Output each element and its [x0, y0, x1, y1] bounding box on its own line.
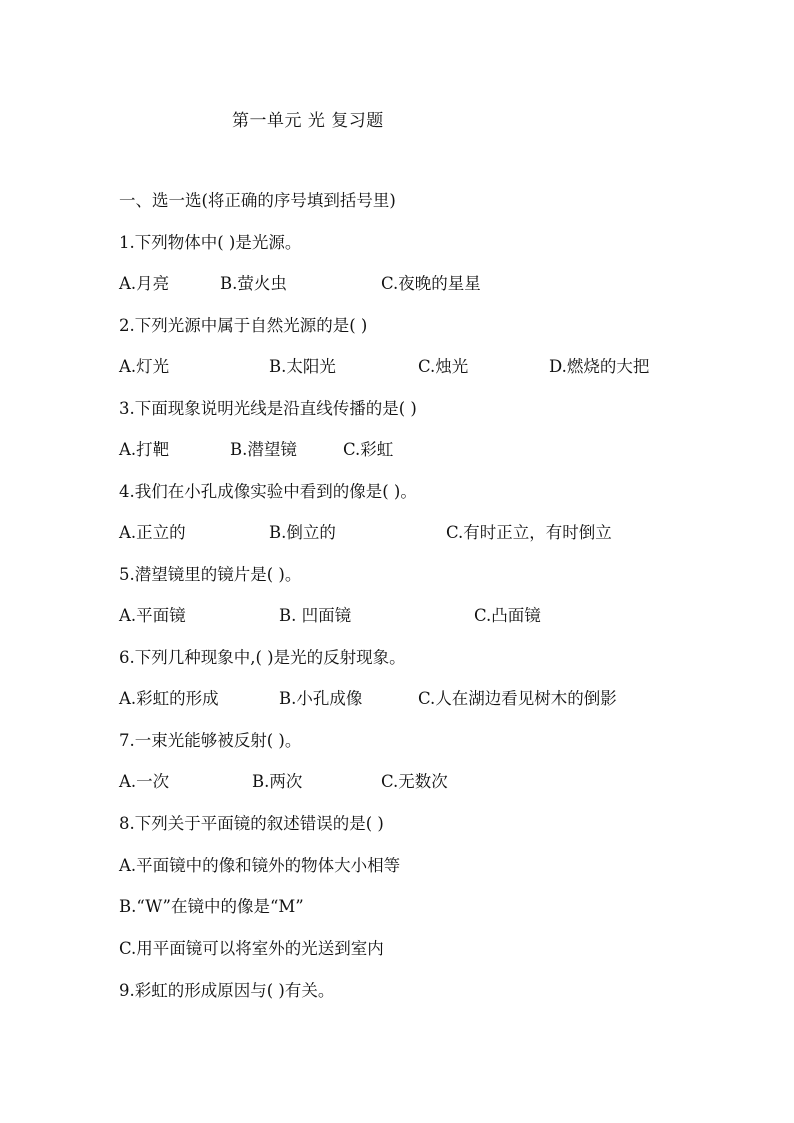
question-8-option-a: A.平面镜中的像和镜外的物体大小相等: [119, 856, 401, 875]
option-b: B.潜望镜: [230, 440, 297, 459]
option-a: A.灯光: [119, 357, 170, 376]
option-b: B.小孔成像: [279, 689, 363, 708]
option-b: B.太阳光: [269, 357, 336, 376]
option-b: B. 凹面镜: [279, 606, 352, 625]
page-title: 第一单元 光 复习题: [232, 111, 384, 131]
option-a: A.彩虹的形成: [119, 689, 219, 708]
question-2: 2.下列光源中属于自然光源的是( ): [119, 316, 368, 335]
question-9: 9.彩虹的形成原因与( )有关。: [119, 981, 335, 1000]
option-d: D.燃烧的大把: [549, 357, 650, 376]
option-b: B.两次: [252, 772, 303, 791]
question-5: 5.潜望镜里的镜片是( )。: [119, 565, 302, 584]
option-c: C.无数次: [381, 772, 448, 791]
question-7: 7.一束光能够被反射( )。: [119, 731, 302, 750]
option-c: C.人在湖边看见树木的倒影: [418, 689, 617, 708]
option-c: C.凸面镜: [474, 606, 541, 625]
option-c: C.有时正立，有时倒立: [446, 523, 612, 542]
option-a: A.打靶: [119, 440, 170, 459]
question-8: 8.下列关于平面镜的叙述错误的是( ): [119, 814, 384, 833]
option-a: A.正立的: [119, 523, 186, 542]
question-6: 6.下列几种现象中,( )是光的反射现象。: [119, 648, 406, 667]
question-4: 4.我们在小孔成像实验中看到的像是( )。: [119, 482, 417, 501]
option-b: B.萤火虫: [220, 274, 287, 293]
option-c: C.彩虹: [343, 440, 394, 459]
option-a: A.一次: [119, 772, 170, 791]
option-b: B.倒立的: [269, 523, 336, 542]
option-c: C.夜晚的星星: [381, 274, 481, 293]
question-8-option-c: C.用平面镜可以将室外的光送到室内: [119, 939, 384, 958]
section-heading: 一、选一选(将正确的序号填到括号里): [119, 191, 396, 210]
question-1: 1.下列物体中( )是光源。: [119, 233, 302, 252]
question-3: 3.下面现象说明光线是沿直线传播的是( ): [119, 399, 417, 418]
option-c: C.烛光: [418, 357, 469, 376]
option-a: A.月亮: [119, 274, 170, 293]
question-8-option-b: B.“W”在镜中的像是“M”: [119, 897, 304, 916]
option-a: A.平面镜: [119, 606, 186, 625]
